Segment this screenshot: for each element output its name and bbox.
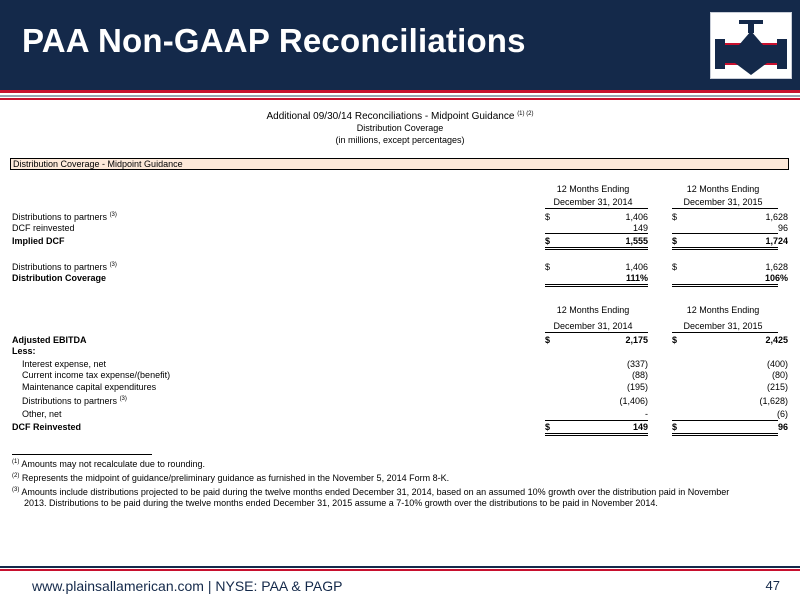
row-label: Maintenance capital expenditures — [22, 382, 157, 392]
value-2014: 149 — [632, 422, 648, 432]
company-logo — [710, 12, 792, 79]
row-label: Less: — [12, 346, 36, 356]
col-header-underline — [545, 332, 648, 333]
currency-symbol: $ — [672, 335, 678, 345]
currency-symbol: $ — [545, 262, 551, 272]
table-row — [12, 421, 790, 433]
value-2015: (400) — [766, 359, 788, 369]
valve-logo-icon — [711, 13, 791, 78]
footnote-mark: (1) — [12, 459, 20, 465]
row-label: Interest expense, net — [22, 359, 107, 369]
table-row — [12, 235, 790, 247]
col-header-2015-line1: 12 Months Ending — [686, 184, 760, 194]
footnote-mark: (2) — [12, 473, 20, 479]
currency-symbol: $ — [672, 212, 678, 222]
total-double-line — [672, 433, 778, 434]
col-header-underline — [672, 332, 778, 333]
table-row — [12, 272, 790, 284]
total-double-line — [545, 284, 648, 285]
currency-symbol: $ — [672, 236, 678, 246]
currency-symbol: $ — [545, 212, 551, 222]
value-2015: 1,724 — [765, 236, 788, 246]
footnote-text: Represents the midpoint of guidance/preliminary guidance as furnished in the November 5, 2014 Form 8-K. — [21, 473, 450, 483]
value-2014: (88) — [631, 370, 648, 380]
value-2015: 1,628 — [765, 212, 788, 222]
row-label: Distributions to partners $^{(3)}$ — [12, 212, 117, 222]
report-title-notes: (1) (2) — [517, 111, 534, 117]
section-header: Distribution Coverage - Midpoint Guidance — [10, 158, 789, 170]
report-title-text: Additional 09/30/14 Reconciliations - Midpoint Guidance — [266, 111, 515, 122]
total-double-line — [672, 249, 778, 250]
value-2014: 1,555 — [625, 236, 648, 246]
currency-symbol: $ — [672, 262, 678, 272]
total-double-line — [545, 286, 648, 287]
row-label: Current income tax expense/(benefit) — [22, 370, 171, 380]
row-label: Distributions to partners $^{(3)}$ — [12, 262, 117, 272]
value-2014: 2,175 — [625, 335, 648, 345]
col-header-2014-line1: 12 Months Ending — [556, 305, 630, 315]
table-row — [12, 381, 790, 393]
total-double-line — [545, 249, 648, 250]
total-double-line — [545, 435, 648, 436]
col-header-underline — [545, 208, 648, 209]
value-2015: 2,425 — [765, 335, 788, 345]
table-row — [12, 345, 790, 357]
value-2015: (1,628) — [759, 396, 788, 406]
currency-symbol: $ — [545, 422, 551, 432]
total-double-line — [672, 284, 778, 285]
value-2015: (215) — [766, 382, 788, 392]
report-subtitle: Distribution Coverage — [356, 123, 444, 133]
value-2014: 1,406 — [625, 262, 648, 272]
row-label: Distribution Coverage — [12, 273, 107, 283]
total-double-line — [672, 435, 778, 436]
col-header-2015-line2: December 31, 2015 — [683, 197, 763, 207]
footer-rule — [0, 566, 800, 568]
total-double-line — [545, 433, 648, 434]
footer-website: www.plainsallamerican.com | NYSE: PAA & PAGP — [32, 578, 343, 594]
row-label: DCF Reinvested — [12, 422, 82, 432]
table-row — [12, 395, 790, 407]
currency-symbol: $ — [545, 335, 551, 345]
page-number: 47 — [765, 578, 780, 593]
value-2014: 149 — [632, 223, 648, 233]
value-2014: - — [645, 409, 648, 419]
value-2014: (1,406) — [619, 396, 648, 406]
total-double-line — [672, 247, 778, 248]
currency-symbol: $ — [672, 422, 678, 432]
footnote-3 — [12, 487, 782, 498]
col-header-2015-line1: 12 Months Ending — [686, 305, 760, 315]
footnote-text: Amounts include distributions projected to be paid during the twelve months ended December 31, 2014, based on an assumed 10% growth over the distribution paid in November — [21, 487, 730, 497]
col-header-2014-line1: 12 Months Ending — [556, 184, 630, 194]
currency-symbol: $ — [545, 236, 551, 246]
footer-rule — [0, 569, 800, 571]
value-2015: 96 — [777, 422, 788, 432]
value-2015: 1,628 — [765, 262, 788, 272]
value-2014: 111% — [625, 273, 648, 283]
footnote-text: Amounts may not recalculate due to rounding. — [21, 459, 205, 469]
slide-title: PAA Non-GAAP Reconciliations — [22, 22, 526, 59]
row-label: Implied DCF — [12, 236, 65, 246]
col-header-2014-line2: December 31, 2014 — [553, 321, 633, 331]
footnote-3-continued: 2013. Distributions to be paid during the twelve months ended December 31, 2015 assume a 7-10% growth over the distributions to be paid in November 2014. — [24, 498, 658, 508]
slide-content — [0, 100, 800, 570]
col-header-2014-line2: December 31, 2014 — [553, 197, 633, 207]
value-2014: 1,406 — [625, 212, 648, 222]
footnote-mark: (3) — [12, 487, 20, 493]
row-label: Adjusted EBITDA — [12, 335, 87, 345]
value-2014: (337) — [626, 359, 648, 369]
value-2015: (6) — [777, 409, 788, 419]
subtotal-line — [672, 233, 778, 234]
footnote-1 — [12, 459, 782, 470]
row-label: Other, net — [22, 409, 62, 419]
footnote-2 — [12, 473, 782, 484]
total-double-line — [672, 286, 778, 287]
col-header-underline — [672, 208, 778, 209]
value-2014: (195) — [626, 382, 648, 392]
row-label: Distributions to partners $^{(3)}$ — [22, 396, 127, 406]
table-row — [12, 408, 790, 420]
value-2015: 106% — [764, 273, 788, 283]
slide-header — [0, 0, 800, 90]
report-title — [0, 111, 800, 122]
row-label: DCF reinvested — [12, 223, 75, 233]
footnote-rule — [12, 454, 152, 455]
table-row — [12, 369, 790, 381]
value-2015: (80) — [771, 370, 788, 380]
col-header-2015-line2: December 31, 2015 — [683, 321, 763, 331]
total-double-line — [545, 247, 648, 248]
report-units: (in millions, except percentages) — [335, 135, 465, 145]
subtotal-line — [545, 233, 648, 234]
value-2015: 96 — [777, 223, 788, 233]
